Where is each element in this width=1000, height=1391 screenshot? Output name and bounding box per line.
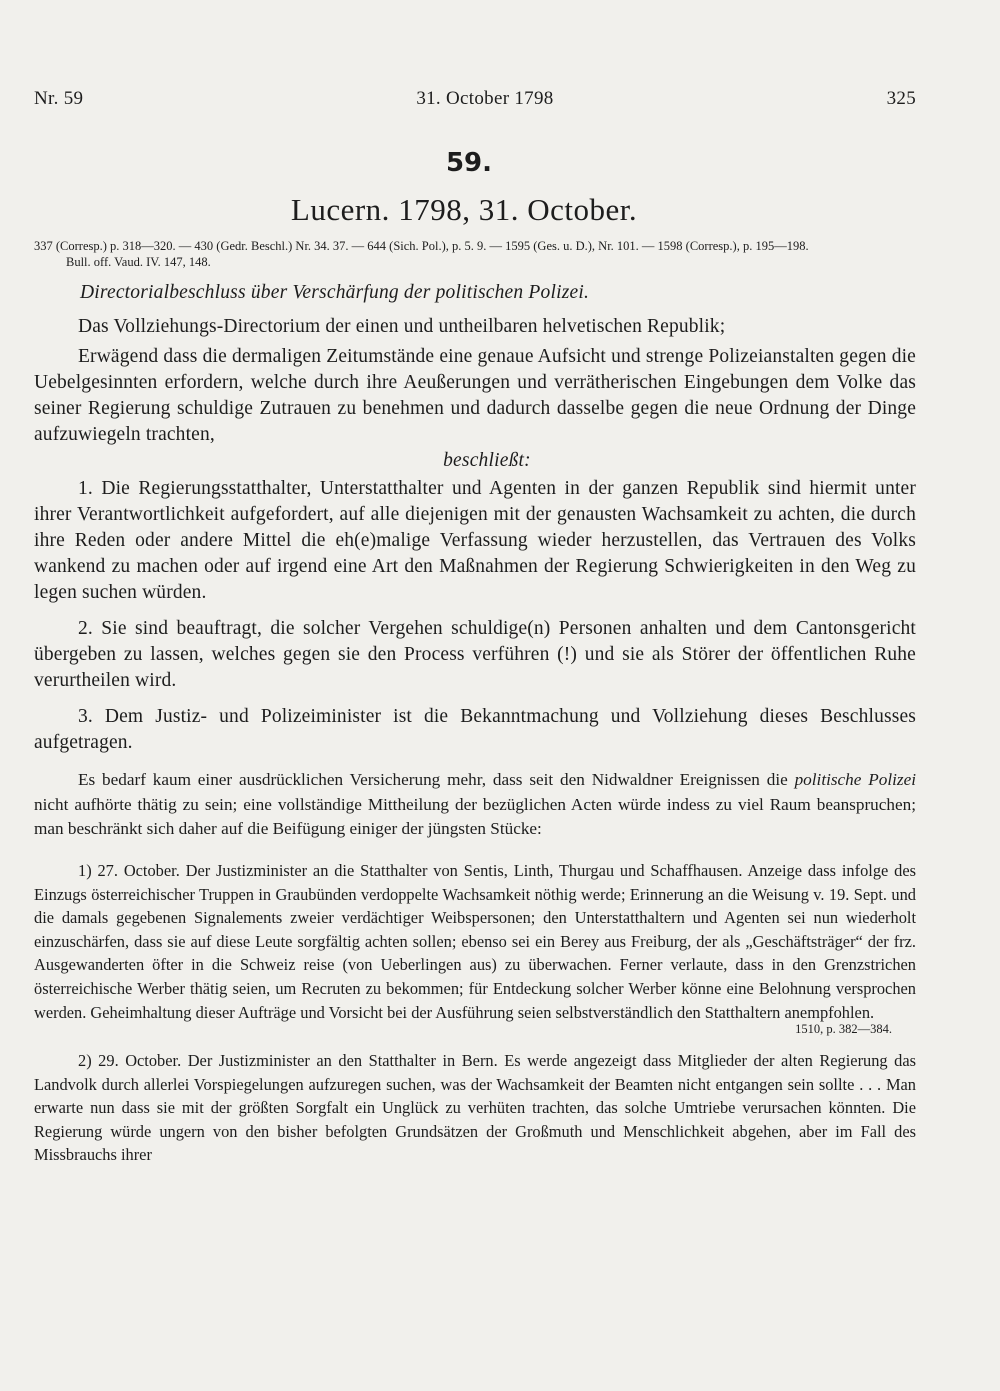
- preamble: Das Vollziehungs-Directorium der einen und untheilbaren helvetischen Republik;: [78, 316, 726, 337]
- editorial-commentary: [34, 768, 916, 842]
- header-doc-number: Nr. 59: [34, 88, 84, 109]
- document-place: Lucern.: [290, 192, 390, 227]
- decision-formula: beschließt:: [443, 450, 531, 471]
- document-title: Directorialbeschluss über Verschärfung der politischen Polizei.: [80, 282, 590, 303]
- document-place-date: [32, 192, 896, 228]
- article-3: 3. Dem Justiz- und Polizeiminister ist die Bekanntmachung und Vollziehung dieses Beschlusses aufgetragen.: [34, 706, 916, 753]
- header-date: 31. October 1798: [416, 88, 554, 109]
- note-1-text: 1) 27. October. Der Justizminister an die Statthalter von Sentis, Linth, Thurgau und Schaffhausen. Anzeige dass infolge des Einzugs österreichischer Truppen in Graubünden verdoppelte Wachsamkeit nöthig werde; Erinnerung an die Weisung v. 19. Sept. und die damals gegebenen Signalements zweier verdächtiger Weibspersonen; den Unterstatthaltern und Agenten sei nun wiederholt einzuschärfen, dass sie auf diese Leute sorgfältig achten sollen; ebenso sei ein Berey aus Freiburg, der als „Geschäftsträger“ der frz. Ausgewanderten öfter in die Schweiz reise (von Ueberlingen aus) zu überwachen. Ferner verlaute, dass in den Grenzstrichen österreichische Werber thätig seien, um Recruten zu bekommen; für Entdeckung solcher Werber könne eine Belohnung versprochen werden. Geheimhaltung dieser Aufträge und Vorsicht bei der Ausführung seien selbstverständlich den Statthaltern anempfohlen.: [34, 860, 916, 1022]
- references-line-1: 337 (Corresp.) p. 318—320. — 430 (Gedr. Beschl.) Nr. 34. 37. — 644 (Sich. Pol.), p. 5. 9. — 1595 (Ges. u. D.), Nr. 101. — 1598 (Corresp.), p. 195—198.: [34, 239, 809, 253]
- commentary-italic-term: politische Polizei: [794, 770, 916, 789]
- commentary-text-start: Es bedarf kaum einer ausdrücklichen Versicherung mehr, dass seit den Nidwaldner Ereignissen die: [78, 770, 788, 789]
- document-body: [34, 314, 916, 1167]
- note-2: [34, 1049, 916, 1167]
- article-1: 1. Die Regierungsstatthalter, Unterstatthalter und Agenten in der ganzen Republik sind hiermit unter ihrer Verantwortlichkeit aufgefordert, auf alle diejenigen mit der genausten Wachsamkeit zu achten, die durch ihre Reden oder andere Mittel die eh(e)malige Verfassung wieder herzustellen, das Vertrauen des Volks wankend zu machen oder auf irgend eine Art den Maßnahmen der Regierung Schwierigkeiten in den Weg zu legen suchen würden.: [34, 478, 916, 603]
- document-year: 1798,: [398, 192, 471, 227]
- note-1-source: 1510, p. 382—384.: [795, 1021, 892, 1036]
- archival-references: [34, 238, 914, 270]
- references-line-2: Bull. off. Vaud. IV. 147, 148.: [66, 255, 211, 269]
- considerations: Erwägend dass die dermaligen Zeitumstände eine genaue Aufsicht und strenge Polizeianstalten gegen die Uebelgesinnten erfordern, welche durch ihre Aeußerungen und verrätherischen Eingebungen dem Volke das seiner Regierung schuldige Zutrauen zu benehmen und dadurch dasselbe gegen die neue Ordnung der Dinge aufzuwiegeln trachten,: [34, 346, 916, 445]
- commentary-text-end: nicht aufhörte thätig zu sein; eine vollständige Mittheilung der bezüglichen Acten würde indess zu viel Raum beanspruchen; man beschränkt sich daher auf die Beifügung einiger der jüngsten Stücke:: [34, 794, 916, 839]
- document-date: 31. October.: [478, 192, 638, 227]
- article-2: 2. Sie sind beauftragt, die solcher Vergehen schuldige(n) Personen anhalten und dem Cantonsgericht übergeben zu lassen, welches gegen sie den Process verführen (!) und sie als Störer der öffentlichen Ruhe verurtheilen wird.: [34, 618, 916, 691]
- note-1: [34, 859, 916, 1024]
- note-2-text: 2) 29. October. Der Justizminister an den Statthalter in Bern. Es werde angezeigt dass Mitglieder der alten Regierung das Landvolk durch allerlei Vorspiegelungen aufzuregen suchen, was der Wachsamkeit der Beamten nicht entgangen sein sollte . . . Man erwarte nun dass sie mit der größten Sorgfalt ein Unglück zu verhüten trachten, das solche Umtriebe verursachen könnten. Die Regierung würde ungern von den bisher befolgten Grundsätzen der Großmuth und Menschlichkeit abgehen, aber im Fall des Missbrauchs ihrer: [34, 1051, 916, 1165]
- page-number: 325: [886, 88, 916, 109]
- running-header: [34, 88, 916, 110]
- document-number: 59.: [445, 148, 493, 178]
